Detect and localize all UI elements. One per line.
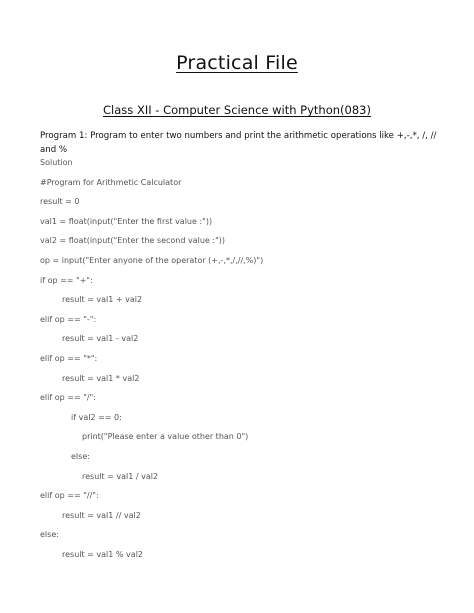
code-line: result = val1 / val2 <box>82 471 159 481</box>
code-line: print("Please enter a value other than 0") <box>82 432 249 442</box>
page-title: Practical File <box>176 52 298 74</box>
code-line: result = val1 + val2 <box>62 295 143 305</box>
code-line: result = val1 * val2 <box>62 373 140 383</box>
solution-label: Solution <box>40 158 73 167</box>
page-subtitle: Class XII - Computer Science with Python(083) <box>103 103 371 117</box>
code-line: else: <box>71 451 90 461</box>
code-listing <box>40 158 450 569</box>
code-line: result = val1 - val2 <box>62 334 139 344</box>
code-line: if val2 == 0: <box>71 412 122 422</box>
code-line: val2 = float(input("Enter the second value :")) <box>40 236 225 246</box>
code-line: elif op == "-": <box>40 314 97 324</box>
code-line: else: <box>40 530 59 540</box>
code-line: val1 = float(input("Enter the first value :")) <box>40 216 213 226</box>
code-line: result = val1 % val2 <box>62 549 144 559</box>
code-line: elif op == "//": <box>40 491 99 501</box>
code-line: elif op == "/": <box>40 393 96 403</box>
code-line: op = input("Enter anyone of the operator (+,-,*,/,//,%)") <box>40 255 264 265</box>
program-heading: Program 1: Program to enter two numbers and print the arithmetic operations like +,-,*, /, // and % <box>40 131 437 155</box>
code-line: #Program for Arithmetic Calculator <box>40 177 182 187</box>
code-line: elif op == "*": <box>40 353 98 363</box>
code-line: result = 0 <box>40 197 80 207</box>
code-line: result = val1 // val2 <box>62 510 141 520</box>
code-line: if op == "+": <box>40 275 93 285</box>
